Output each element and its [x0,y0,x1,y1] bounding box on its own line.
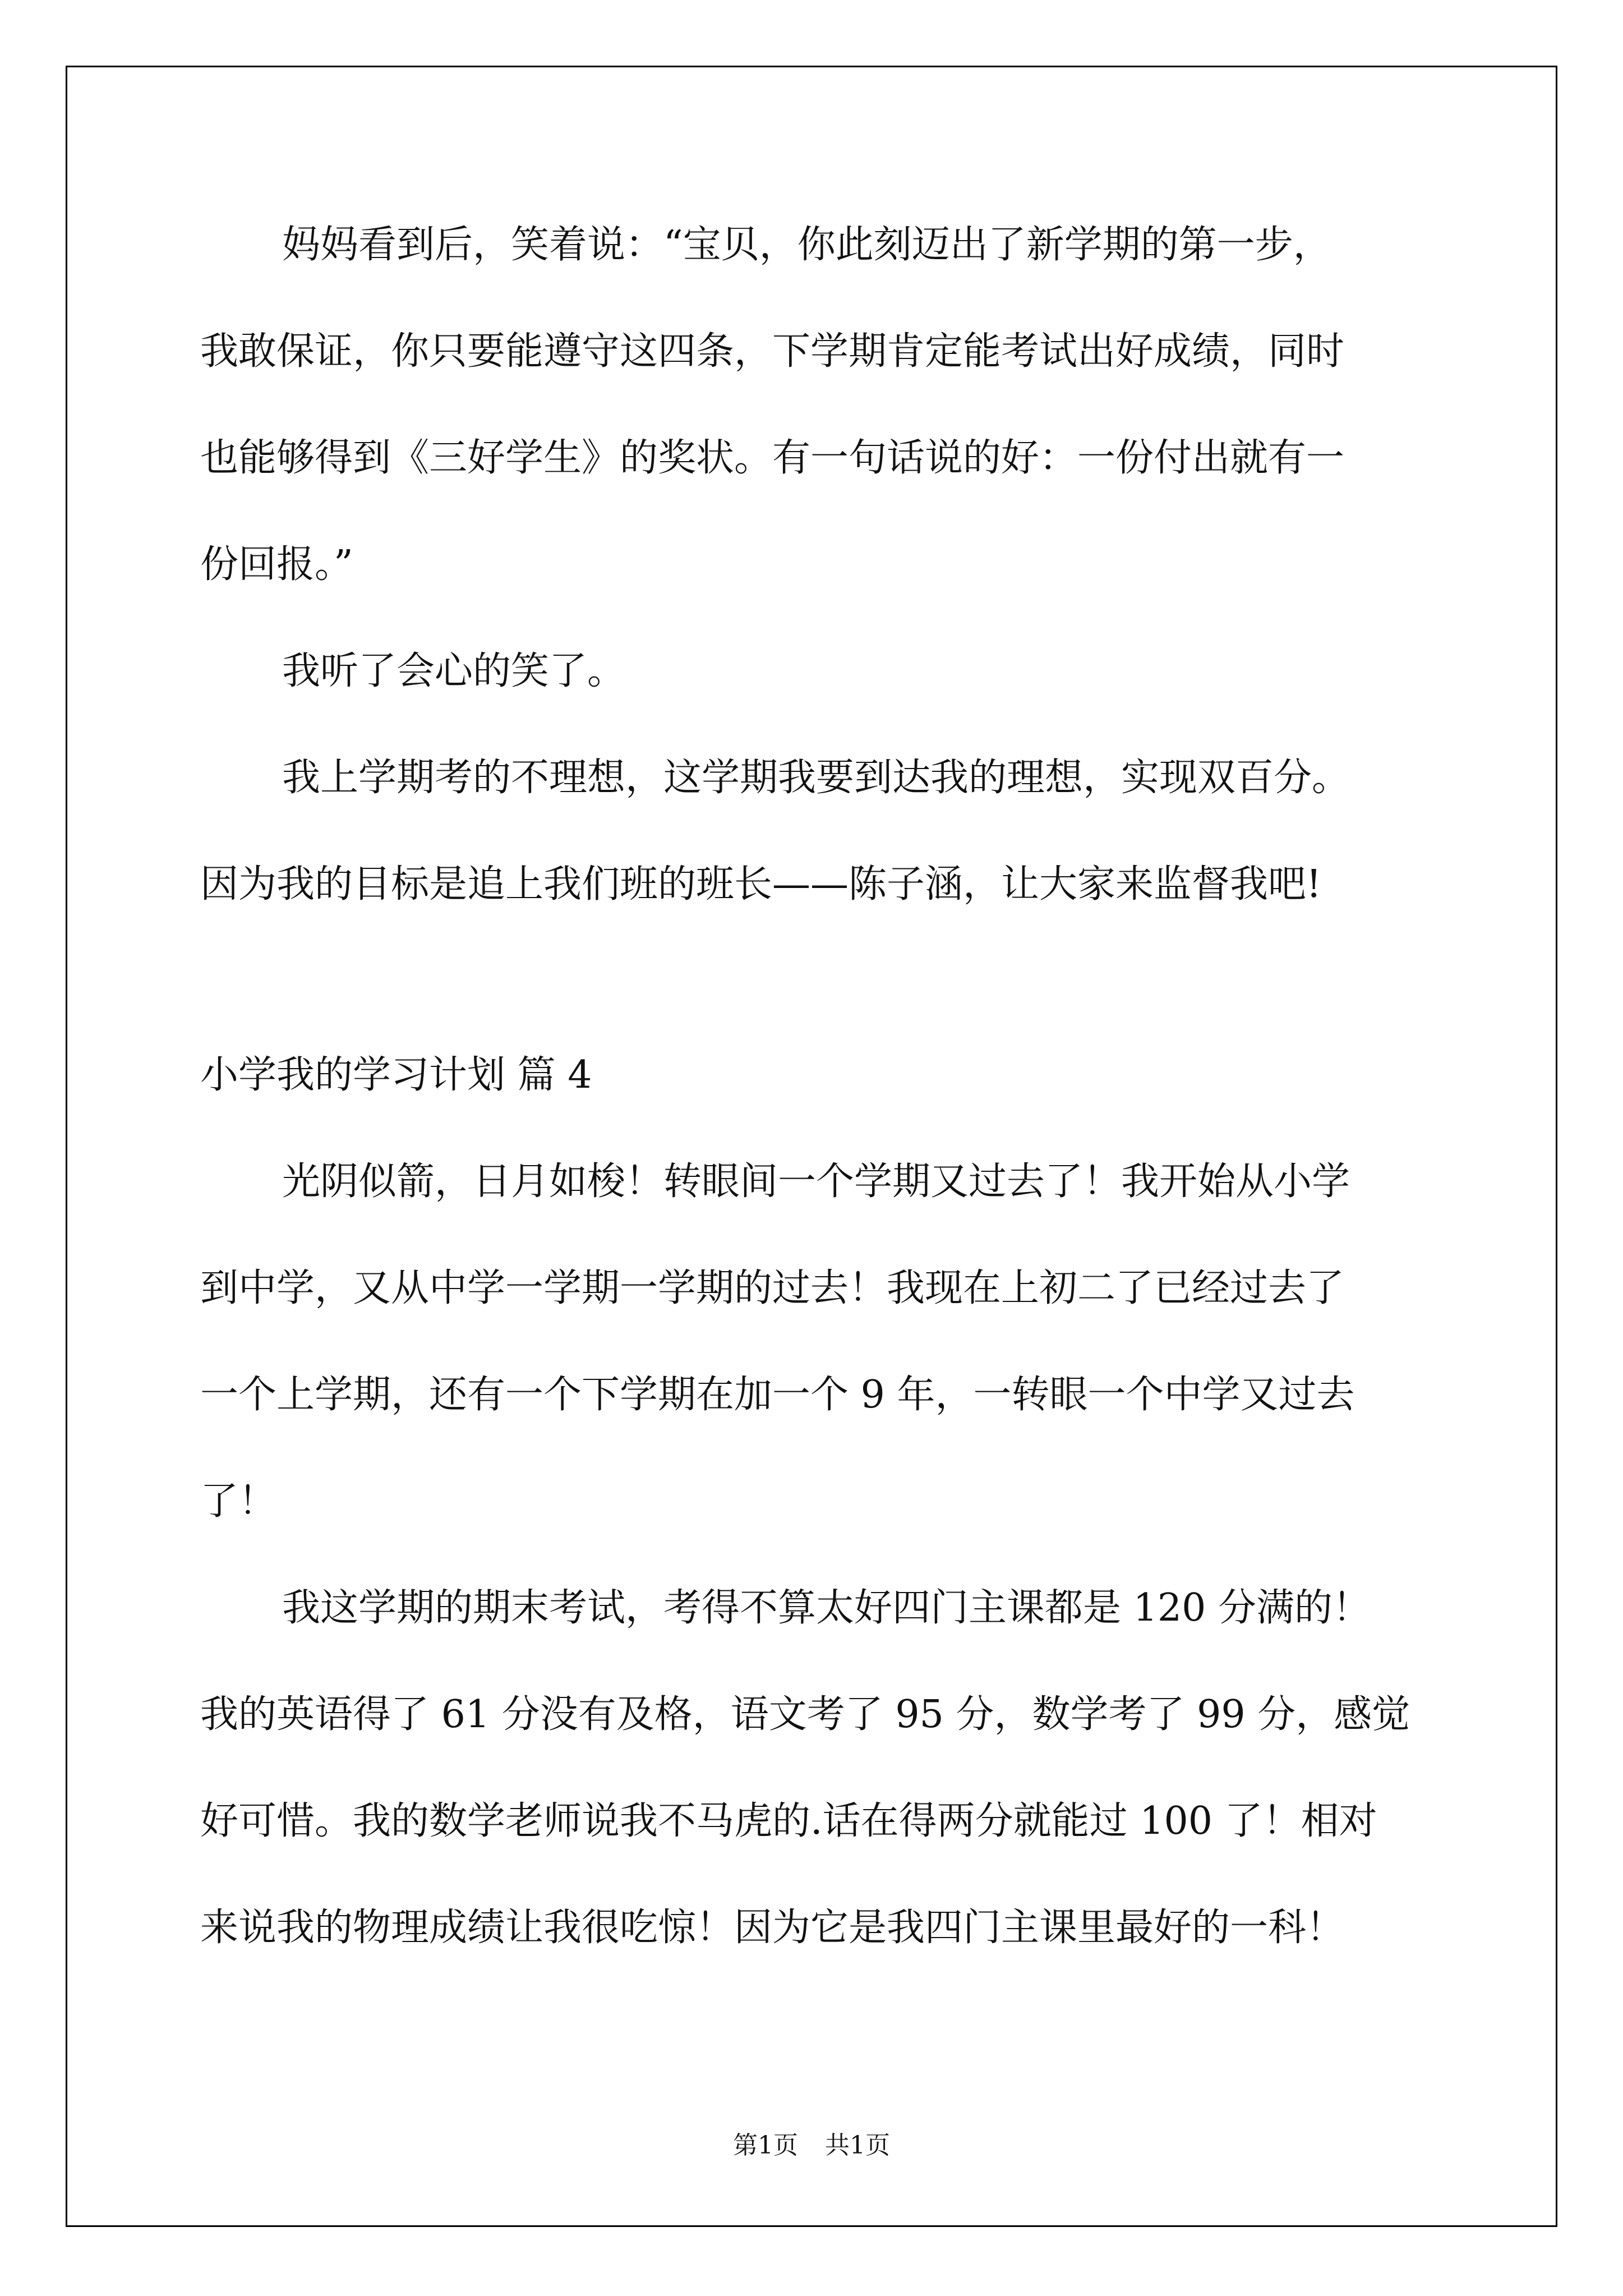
paragraph-line: 我这学期的期末考试，考得不算太好四门主课都是 120 分满的！ [282,1586,1371,1630]
paragraph-line: 我敢保证，你只要能遵守这四条，下学期肯定能考试出好成绩，同时 [200,329,1345,374]
page-number-total: 共1页 [825,2131,890,2160]
paragraph-line: 我上学期考的不理想，这学期我要到达我的理想，实现双百分。 [282,756,1350,800]
paragraph-line: 我听了会心的笑了。 [282,649,626,693]
paragraph-line: 了！ [200,1479,277,1524]
paragraph-line: 好可惜。我的数学老师说我不马虎的.话在得两分就能过 100 了！相对 [200,1799,1377,1843]
paragraph-line: 一个上学期，还有一个下学期在加一个 9 年，一转眼一个中学又过去 [200,1373,1355,1417]
paragraph-line: 也能够得到《三好学生》的奖状。有一句话说的好：一份付出就有一 [200,436,1345,480]
paragraph-line: 来说我的物理成绩让我很吃惊！因为它是我四门主课里最好的一科！ [200,1906,1345,1950]
paragraph-line: 我的英语得了 61 分没有及格，语文考了 95 分，数学考了 99 分，感觉 [200,1692,1410,1737]
paragraph-line: 到中学，又从中学一学期一学期的过去！我现在上初二了已经过去了 [200,1266,1345,1310]
paragraph-line: 份回报。” [200,542,353,587]
paragraph-line: 因为我的目标是追上我们班的班长——陈子涵，让大家来监督我吧! [200,862,1322,907]
paragraph-line: 光阴似箭，日月如梭！转眼间一个学期又过去了！我开始从小学 [282,1159,1350,1204]
page-number-current: 第1页 [733,2131,798,2160]
paragraph-line: 妈妈看到后，笑着说：“宝贝，你此刻迈出了新学期的第一步， [282,223,1331,267]
section-heading: 小学我的学习计划 篇 4 [200,1053,592,1097]
page-footer [0,2129,1623,2162]
